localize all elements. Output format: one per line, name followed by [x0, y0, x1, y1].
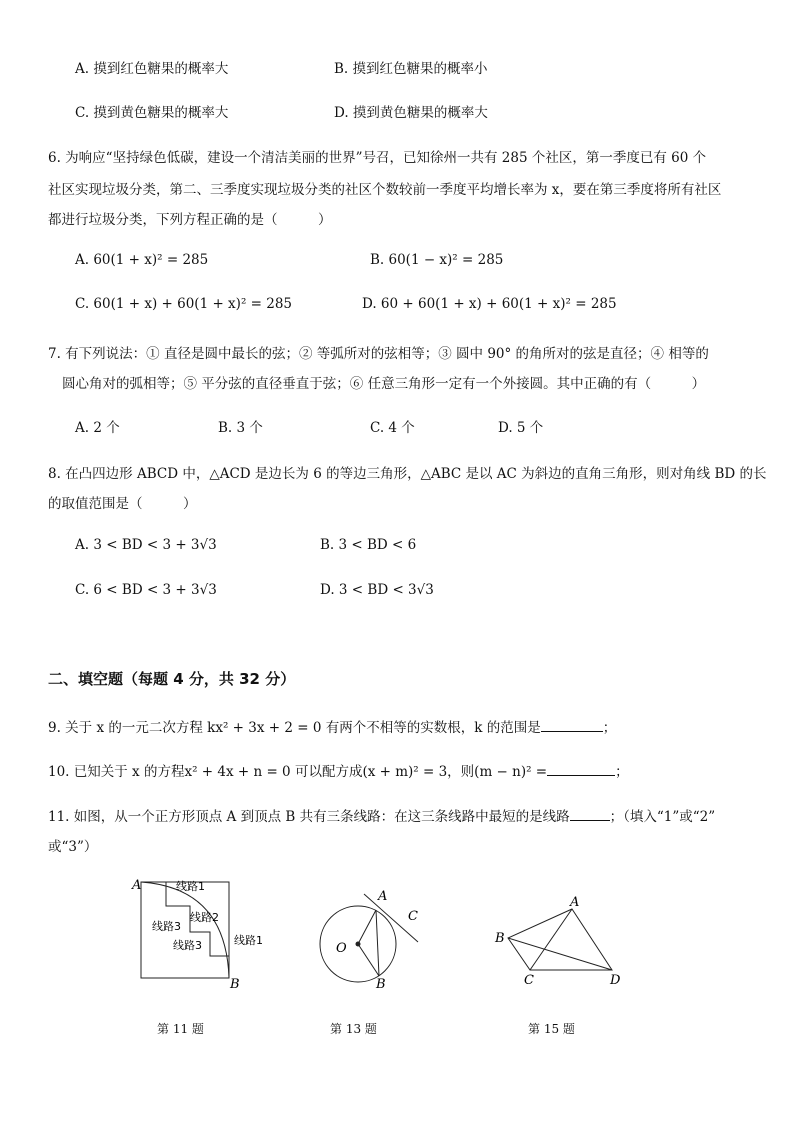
q10-text: 10. 已知关于 x 的方程x² + 4x + n = 0 可以配方成(x + m)² = 3，则(m − n)² =: [48, 764, 548, 780]
fig13-label-c: C: [408, 909, 418, 924]
q7-option-a: A. 2 个: [75, 420, 120, 436]
q7-option-c: C. 4 个: [370, 420, 415, 436]
q10-answer-blank[interactable]: [547, 775, 615, 776]
q6-line-1: 6. 为响应“坚持绿色低碳，建设一个清洁美丽的世界”号召，已知徐州一共有 285 个社区，第一季度已有 60 个: [48, 150, 707, 166]
q7-line-2: 圆心角对的弧相等；⑤ 平分弦的直径垂直于弦；⑥ 任意三角形一定有一个外接圆。其中正确的有（ ）: [62, 376, 706, 392]
q6-option-b: B. 60(1 − x)² = 285: [370, 252, 504, 268]
fig11-route1-right: 线路1: [234, 934, 263, 947]
fig11-route2: 线路2: [190, 911, 219, 924]
fig15-label-a: A: [570, 896, 580, 910]
diagonal-bd: [508, 938, 612, 970]
q11-end: ；（填入“1”或“2”: [609, 809, 716, 825]
q9-end: ；: [602, 720, 617, 736]
radius-oa: [358, 910, 376, 944]
q8-line-2: 的取值范围是（ ）: [48, 496, 197, 512]
q5-option-a: A. 摸到红色糖果的概率大: [75, 61, 229, 77]
radius-ob: [358, 944, 379, 976]
figure-15: [490, 896, 630, 992]
q9-line: [48, 716, 616, 736]
figure-13: [310, 884, 440, 994]
fig11-label-a: A: [132, 878, 142, 893]
q11-line-1: [48, 805, 715, 825]
figure-11: [128, 876, 278, 996]
quadrilateral-abcd: [508, 909, 612, 970]
q8-option-b: B. 3 < BD < 6: [320, 537, 417, 553]
fig13-label-a: A: [378, 889, 388, 904]
fig13-label-o: O: [336, 941, 347, 956]
q6-option-a: A. 60(1 + x)² = 285: [75, 252, 209, 268]
q11-line-2: 或“3”）: [48, 839, 98, 855]
q10-end: ；: [615, 764, 629, 780]
fig11-route3-a: 线路3: [152, 920, 181, 933]
section-heading: 二、填空题（每题 4 分，共 32 分）: [48, 670, 296, 688]
fig15-caption: 第 15 题: [528, 1022, 575, 1036]
q10-line: [48, 760, 629, 780]
q7-option-b: B. 3 个: [218, 420, 263, 436]
fig13-label-b: B: [376, 977, 386, 992]
fig15-label-c: C: [524, 973, 534, 988]
q5-option-b: B. 摸到红色糖果的概率小: [334, 61, 488, 77]
fig13-caption: 第 13 题: [330, 1022, 377, 1036]
q6-line-2: 社区实现垃圾分类，第二、三季度实现垃圾分类的社区个数较前一季度平均增长率为 x，要在第三季度将所有社区: [48, 182, 722, 198]
q7-option-d: D. 5 个: [498, 420, 544, 436]
q8-line-1: 8. 在凸四边形 ABCD 中，△ACD 是边长为 6 的等边三角形，△ABC 是以 AC 为斜边的直角三角形，则对角线 BD 的长: [48, 466, 767, 482]
q9-text: 9. 关于 x 的一元二次方程 kx² + 3x + 2 = 0 有两个不相等的实数根，k 的范围是: [48, 720, 541, 736]
q5-option-d: D. 摸到黄色糖果的概率大: [334, 105, 488, 121]
q5-option-c: C. 摸到黄色糖果的概率大: [75, 105, 229, 121]
q9-answer-blank[interactable]: [541, 731, 603, 732]
q11-answer-blank[interactable]: [570, 820, 610, 821]
q8-option-a: A. 3 < BD < 3 + 3√3: [75, 537, 217, 553]
fig15-label-d: D: [610, 973, 621, 988]
q6-option-d: D. 60 + 60(1 + x) + 60(1 + x)² = 285: [362, 296, 617, 312]
q7-line-1: 7. 有下列说法：① 直径是圆中最长的弦；② 等弧所对的弦相等；③ 圆中 90° 的角所对的弦是直径；④ 相等的: [48, 346, 709, 362]
q8-option-c: C. 6 < BD < 3 + 3√3: [75, 582, 217, 598]
q11-text: 11. 如图，从一个正方形顶点 A 到顶点 B 共有三条线路：在这三条线路中最短的是线路: [48, 809, 570, 825]
chord-ab: [376, 910, 379, 976]
fig11-label-b: B: [230, 977, 240, 992]
q6-option-c: C. 60(1 + x) + 60(1 + x)² = 285: [75, 296, 293, 312]
q8-option-d: D. 3 < BD < 3√3: [320, 582, 434, 598]
fig11-route3-b: 线路3: [173, 939, 202, 952]
fig15-label-b: B: [495, 931, 505, 946]
q6-line-3: 都进行垃圾分类，下列方程正确的是（ ）: [48, 212, 332, 228]
fig11-route1-top: 线路1: [176, 880, 205, 893]
fig11-caption: 第 11 题: [157, 1022, 204, 1036]
